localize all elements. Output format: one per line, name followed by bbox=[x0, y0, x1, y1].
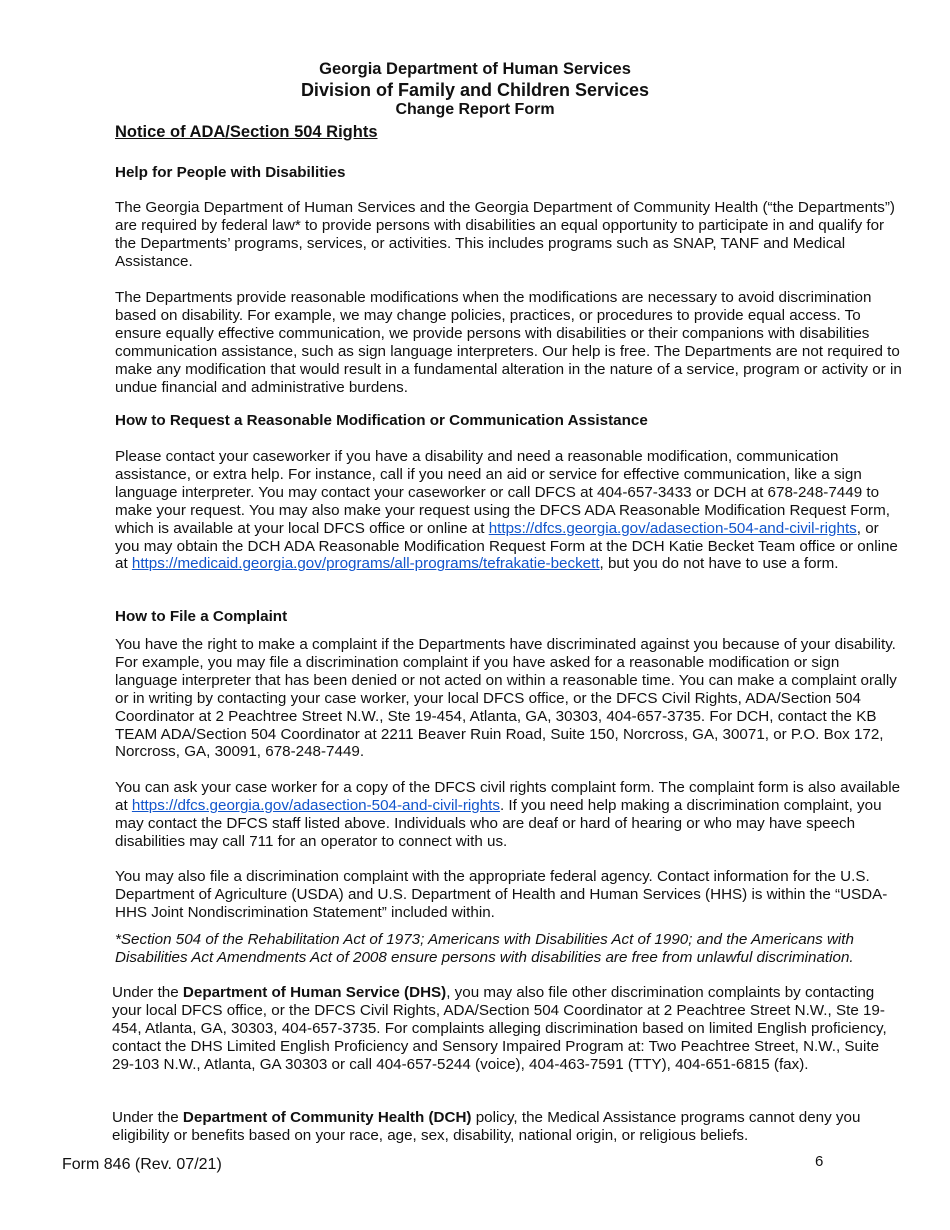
dhs-text: , you may also file other discrimination complaints by contacting your local DFCS office, or the DFCS Civil Rights, ADA/Section 504 Coordinator at 2 Peachtree Street N.W., Ste 19-454, Atlanta, GA, 30303, 404-657-3735. For complaints alleging discrimination based on limited English proficiency, contact the DHS Limited English Proficiency and Sensory Impaired Program at: Two Peachtree Street, N.W., Suite 29-103 N.W., Atlanta, GA 30303 or call 404-657-5244 (voice), 404-463-7591 (TTY), 404-651-6815 (fax). bbox=[112, 984, 887, 1073]
complaint-text-a: You can ask your case worker for a copy of the DFCS civil rights complaint form. The complaint form is also available at bbox=[115, 779, 901, 814]
help-paragraph-2: The Departments provide reasonable modifications when the modifications are necessary to avoid discrimination based on disability. For example, we may change policies, practices, or procedures to provide equal access. To ensure equally effective communication, we provide persons with disabilities or their companions with disabilities communication assistance, such as sign language interpreters. Our help is free. The Departments are not required to make any modification that would result in a fundamental alteration in the nature of a service, program or activity or in undue financial and administrative burdens. bbox=[115, 289, 902, 396]
request-paragraph bbox=[115, 448, 905, 573]
request-text-a: Please contact your caseworker if you have a disability and need a reasonable modification, communication assistance, or extra help. For instance, call if you need an aid or service for effective communication, like a sign language interpreter. You may contact your caseworker or call DFCS at 404-657-3433 or DCH at 678-248-7449 to make your request. You may also make your request using the DFCS ADA Reasonable Modification Request Form, which is available at your local DFCS office or online at bbox=[115, 448, 890, 537]
request-heading: How to Request a Reasonable Modification or Communication Assistance bbox=[115, 412, 648, 429]
dch-paragraph bbox=[112, 1109, 902, 1145]
dhs-lead: Under the bbox=[112, 984, 183, 1001]
help-paragraph-1: The Georgia Department of Human Services and the Georgia Department of Community Health (“the Departments”) are required by federal law* to provide persons with disabilities an equal opportunity to participate in and qualify for the Departments’ programs, services, or activities. This includes programs such as SNAP, TANF and Medical Assistance. bbox=[115, 199, 895, 270]
complaint-paragraph-2 bbox=[115, 779, 905, 851]
complaint-form-link[interactable]: https://dfcs.georgia.gov/adasection-504-and-civil-rights bbox=[131, 796, 500, 814]
dch-lead: Under the bbox=[112, 1109, 183, 1126]
form-title: Change Report Form bbox=[395, 101, 555, 118]
dfcs-ada-link[interactable]: https://dfcs.georgia.gov/adasection-504-and-civil-rights bbox=[488, 519, 857, 537]
form-number: Form 846 (Rev. 07/21) bbox=[62, 1156, 222, 1173]
medicaid-katie-beckett-link[interactable]: https://medicaid.georgia.gov/programs/all-programs/tefrakatie-beckett bbox=[131, 555, 600, 573]
complaint-paragraph-1: You have the right to make a complaint if the Departments have discriminated against you because of your disability. For example, you may file a discrimination complaint if you have asked for a reasonable modification or sign language interpreter that has been denied or not acted on within a reasonable time. You can make a complaint orally or in writing by contacting your case worker, your local DFCS office, or the DFCS Civil Rights, ADA/Section 504 Coordinator at 2 Peachtree Street N.W., Ste 19-454, Atlanta, GA, 30303, 404-657-3735. For DCH, contact the KB TEAM ADA/Section 504 Coordinator at 2211 Beaver Ruin Road, Suite 150, Norcross, GA, 30071, or P.O. Box 172, Norcross, GA, 30091, 678-248-7449. bbox=[115, 636, 897, 761]
complaint-heading: How to File a Complaint bbox=[115, 608, 288, 625]
dhs-paragraph bbox=[112, 984, 902, 1074]
complaint-paragraph-3: You may also file a discrimination complaint with the appropriate federal agency. Contact information for the U.S. Department of Agriculture (USDA) and U.S. Department of Health and Human Services (HHS) is within the “USDA-HHS Joint Nondiscrimination Statement” included within. bbox=[115, 868, 888, 921]
agency-title: Georgia Department of Human Services bbox=[319, 60, 631, 78]
dch-text: policy, the Medical Assistance programs cannot deny you eligibility or benefits based on your race, age, sex, disability, national origin, or religious beliefs. bbox=[112, 1109, 861, 1144]
request-text-c: , but you do not have to use a form. bbox=[599, 555, 839, 573]
dch-name: Department of Community Health (DCH) bbox=[182, 1109, 472, 1126]
section-504-footnote: *Section 504 of the Rehabilitation Act of 1973; Americans with Disabilities Act of 1990; and the Americans with Disabilities Act Amendments Act of 2008 ensure persons with disabilities are free from unlawful discrimination. bbox=[115, 931, 854, 966]
request-text-b: , or you may obtain the DCH ADA Reasonable Modification Request Form at the DCH Katie Becket Team office or online at bbox=[115, 519, 898, 573]
division-title: Division of Family and Children Services bbox=[300, 80, 650, 100]
complaint-text-b: . If you need help making a discrimination complaint, you may contact the DFCS staff listed above. Individuals who are deaf or hard of hearing or who may have speech disabilities may call 711 for an operator to connect with us. bbox=[115, 796, 882, 850]
help-heading: Help for People with Disabilities bbox=[115, 164, 346, 181]
dhs-name: Department of Human Service (DHS) bbox=[182, 984, 447, 1001]
notice-title: Notice of ADA/Section 504 Rights bbox=[115, 123, 378, 141]
page-number: 6 bbox=[815, 1153, 824, 1170]
